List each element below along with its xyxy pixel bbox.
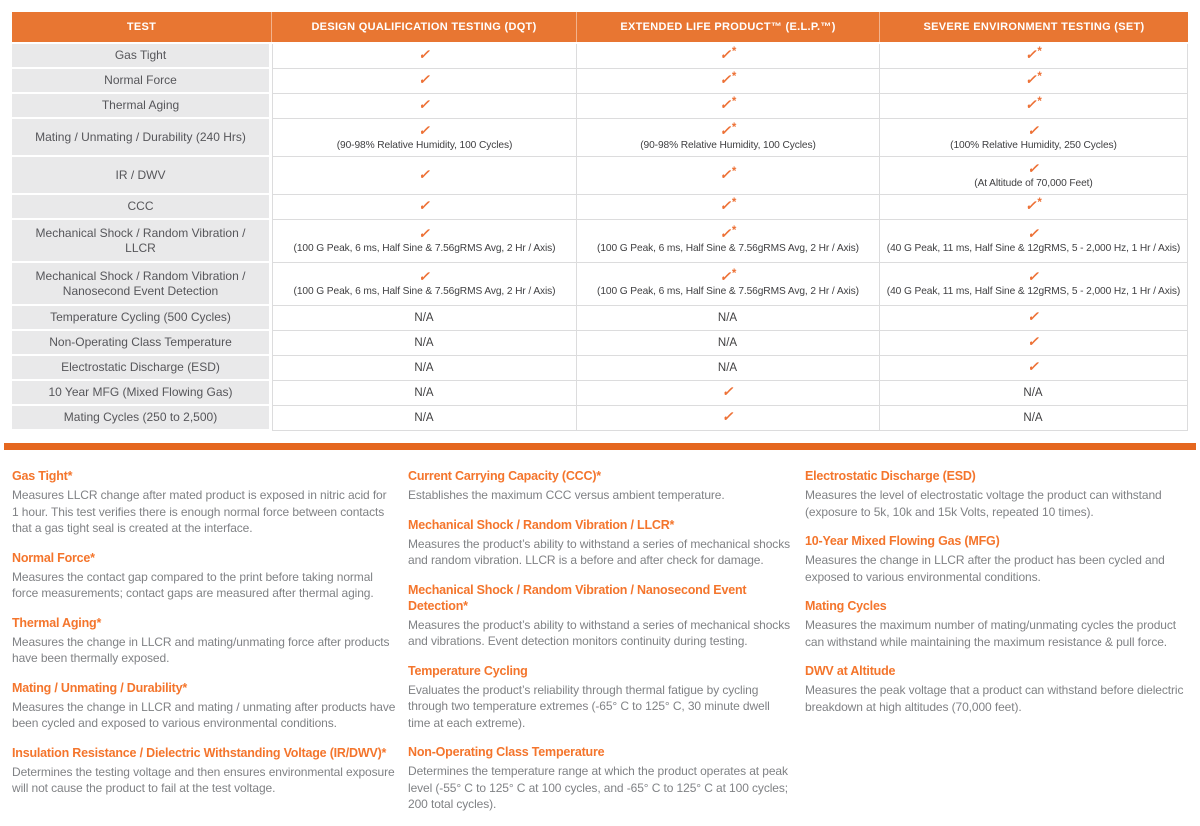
glossary-definition: Determines the temperature range at which the product operates at peak level (-55° C to 125° C at 100 cycles, and -65° C to 125° C at 100 cycles; 200 total cycles). <box>408 764 788 811</box>
table-row <box>12 331 1188 356</box>
table-row <box>12 119 1188 157</box>
test-name: Temperature Cycling (500 Cycles) <box>12 306 272 331</box>
dqt-cell <box>272 94 577 119</box>
check-icon: ✓ <box>418 97 430 112</box>
set-cell <box>880 157 1188 195</box>
set-cell <box>880 69 1188 94</box>
table-row <box>12 263 1188 306</box>
check-icon: ✓ <box>719 97 731 112</box>
glossary-definition: Measures LLCR change after mated product is exposed in nitric acid for 1 hour. This test verifies there is enough normal force between contacts that a gas tight seal is created at the interface. <box>12 488 387 535</box>
column-header-dqt: DESIGN QUALIFICATION TESTING (DQT) <box>272 12 577 42</box>
glossary-term: Current Carrying Capacity (CCC)* <box>408 469 601 483</box>
cell-note: (100% Relative Humidity, 250 Cycles) <box>950 139 1117 151</box>
set-cell <box>880 331 1188 356</box>
test-name: Thermal Aging <box>12 94 272 119</box>
column-header-set: SEVERE ENVIRONMENT TESTING (SET) <box>923 21 1145 33</box>
dqt-cell <box>272 263 577 306</box>
glossary-definition: Measures the maximum number of mating/unmating cycles the product can withstand while maintaining the maximum resistance & pull force. <box>805 618 1177 649</box>
set-cell <box>880 356 1188 381</box>
elp-cell <box>577 195 880 220</box>
elp-cell <box>577 356 880 381</box>
glossary-entry <box>805 468 1188 520</box>
glossary-term: Mating / Unmating / Durability* <box>12 680 188 695</box>
check-icon: ✓ <box>418 226 430 241</box>
asterisk: * <box>731 197 737 209</box>
dqt-cell <box>272 381 577 406</box>
dqt-cell <box>272 406 577 431</box>
check-icon: ✓ <box>719 198 731 213</box>
glossary-definition: Measures the change in LLCR and mating / unmating after products have been cycled and exposed to various environmental conditions. <box>12 699 396 730</box>
elp-cell <box>577 119 880 157</box>
check-icon: ✓ <box>721 384 734 399</box>
glossary-definition: Evaluates the product’s reliability through thermal fatigue by cycling through two temperature extremes (-65° C to 125° C, 30 minute dwell time at each extreme). <box>408 682 770 730</box>
asterisk: * <box>1037 46 1042 58</box>
check-icon: ✓ <box>418 269 430 284</box>
glossary-definition: Measures the product’s ability to withstand a series of mechanical shocks and random vibration. LLCR is a before and after check for damage. <box>408 536 791 567</box>
test-name: Mating / Unmating / Durability (240 Hrs) <box>12 119 272 157</box>
set-cell <box>880 406 1188 431</box>
check-icon: ✓ <box>1025 198 1037 213</box>
cell-note: (90-98% Relative Humidity, 100 Cycles) <box>336 139 513 151</box>
asterisk: * <box>1037 96 1042 108</box>
set-cell <box>880 306 1188 331</box>
test-name: Mating Cycles (250 to 2,500) <box>12 406 272 431</box>
asterisk: * <box>731 121 737 134</box>
elp-cell <box>577 381 880 406</box>
asterisk: * <box>731 96 737 108</box>
check-icon: ✓ <box>719 72 731 87</box>
check-icon: ✓ <box>719 269 731 284</box>
cell-note: (40 G Peak, 11 ms, Half Sine & 12gRMS, 5 - 2,000 Hz, 1 Hr / Axis) <box>886 286 1181 297</box>
table-row <box>12 406 1188 431</box>
check-icon: N/A <box>414 362 434 374</box>
check-icon: ✓ <box>1027 334 1039 349</box>
test-name: Gas Tight <box>12 44 272 69</box>
glossary-entry <box>408 744 793 813</box>
test-name: Normal Force <box>12 69 272 94</box>
glossary-term: Mating Cycles <box>805 599 887 613</box>
glossary-section <box>12 468 1188 826</box>
check-icon: ✓ <box>418 72 430 87</box>
glossary-definition: Measures the product’s ability to withstand a series of mechanical shocks and vibrations. Event detection monitors continuity during testing. <box>408 617 791 648</box>
glossary-term: Normal Force* <box>12 550 95 565</box>
test-name: IR / DWV <box>12 157 272 195</box>
asterisk: * <box>731 71 737 83</box>
glossary-term: 10-Year Mixed Flowing Gas (MFG) <box>805 534 1000 548</box>
elp-cell <box>577 44 880 69</box>
table-row <box>12 306 1188 331</box>
test-name: Mechanical Shock / Random Vibration / Nanosecond Event Detection <box>12 263 272 306</box>
dqt-cell <box>272 195 577 220</box>
cell-note: (100 G Peak, 6 ms, Half Sine & 7.56gRMS Avg, 2 Hr / Axis) <box>293 286 556 297</box>
check-icon: ✓ <box>1027 160 1039 176</box>
set-cell <box>880 44 1188 69</box>
check-icon: ✓ <box>1025 97 1037 112</box>
check-icon: ✓ <box>418 122 430 138</box>
elp-cell <box>577 263 880 306</box>
elp-cell <box>577 220 880 263</box>
cell-note: (100 G Peak, 6 ms, Half Sine & 7.56gRMS Avg, 2 Hr / Axis) <box>597 286 859 297</box>
glossary-term: Non-Operating Class Temperature <box>408 745 605 759</box>
glossary-entry <box>408 517 793 569</box>
glossary-term: Electrostatic Discharge (ESD) <box>805 469 976 483</box>
set-cell <box>880 119 1188 157</box>
glossary-term: Gas Tight* <box>12 469 73 483</box>
elp-cell <box>577 157 880 195</box>
table-row <box>12 157 1188 195</box>
table-row <box>12 94 1188 119</box>
dqt-cell <box>272 331 577 356</box>
column-header-test: TEST <box>12 12 272 42</box>
dqt-cell <box>272 44 577 69</box>
check-icon: ✓ <box>418 166 430 182</box>
check-icon: N/A <box>717 312 738 324</box>
test-name: Electrostatic Discharge (ESD) <box>12 356 272 381</box>
asterisk: * <box>1037 71 1042 83</box>
test-name: Non-Operating Class Temperature <box>12 331 272 356</box>
table-row <box>12 381 1188 406</box>
glossary-definition: Measures the change in LLCR and mating/unmating force after products have been thermally exposed. <box>12 634 390 665</box>
check-icon: N/A <box>414 337 434 349</box>
orange-divider <box>4 443 1196 450</box>
dqt-cell <box>272 356 577 381</box>
table-row <box>12 195 1188 220</box>
check-icon: ✓ <box>418 47 430 62</box>
glossary-entry <box>805 533 1188 585</box>
check-icon: N/A <box>414 412 434 424</box>
check-icon: ✓ <box>1025 47 1037 62</box>
glossary-entry <box>12 680 396 732</box>
dqt-cell <box>272 220 577 263</box>
dqt-cell <box>272 69 577 94</box>
check-icon: ✓ <box>719 122 731 138</box>
glossary-entry <box>12 615 396 667</box>
check-icon: ✓ <box>719 47 731 62</box>
glossary-entry <box>12 550 396 602</box>
glossary-definition: Establishes the maximum CCC versus ambient temperature. <box>408 488 725 502</box>
elp-cell <box>577 69 880 94</box>
glossary-definition: Measures the level of electrostatic voltage the product can withstand (exposure to 5k, 10k and 15k Volts, repeated 10 times). <box>805 488 1162 519</box>
glossary-entry <box>408 582 793 650</box>
check-icon: ✓ <box>1025 72 1037 87</box>
check-icon: ✓ <box>1027 122 1039 138</box>
table-row <box>12 220 1188 263</box>
glossary-term: Insulation Resistance / Dielectric Withstanding Voltage (IR/DWV)* <box>12 745 387 760</box>
check-icon: N/A <box>717 337 738 349</box>
check-icon: ✓ <box>1027 359 1039 374</box>
set-cell <box>880 381 1188 406</box>
check-icon: ✓ <box>1027 269 1039 284</box>
glossary-term: DWV at Altitude <box>805 664 896 678</box>
elp-cell <box>577 331 880 356</box>
check-icon: ✓ <box>418 198 430 213</box>
glossary-definition: Measures the contact gap compared to the print before taking normal force measurements; contact gaps are measured after thermal aging. <box>12 569 374 600</box>
test-name: 10 Year MFG (Mixed Flowing Gas) <box>12 381 272 406</box>
glossary-entry <box>408 468 793 504</box>
check-icon: ✓ <box>721 409 734 424</box>
set-cell <box>880 94 1188 119</box>
elp-cell <box>577 406 880 431</box>
cell-note: (90-98% Relative Humidity, 100 Cycles) <box>640 139 816 151</box>
table-row <box>12 69 1188 94</box>
dqt-cell <box>272 306 577 331</box>
table-header-row <box>12 12 1188 42</box>
glossary-entry <box>805 598 1188 650</box>
glossary-definition: Measures the peak voltage that a product can withstand before dielectric breakdown at high altitudes (70,000 feet). <box>805 683 1184 714</box>
glossary-entry <box>12 468 396 537</box>
glossary-entry <box>408 663 793 732</box>
check-icon: ✓ <box>1027 226 1039 241</box>
asterisk: * <box>731 165 737 178</box>
glossary-term: Mechanical Shock / Random Vibration / LLCR* <box>408 517 675 532</box>
glossary-definition: Determines the testing voltage and then ensures environmental exposure will not cause the product to fail at the test voltage. <box>12 764 395 795</box>
glossary-column-3 <box>805 468 1188 826</box>
check-icon: ✓ <box>719 226 731 241</box>
asterisk: * <box>1037 197 1042 209</box>
glossary-entry <box>805 663 1188 715</box>
column-header-elp: EXTENDED LIFE PRODUCT™ (E.L.P.™) <box>577 12 880 42</box>
cell-note: (100 G Peak, 6 ms, Half Sine & 7.56gRMS Avg, 2 Hr / Axis) <box>597 243 859 254</box>
set-cell <box>880 263 1188 306</box>
test-name: Mechanical Shock / Random Vibration / LLCR <box>12 220 272 263</box>
asterisk: * <box>731 268 737 280</box>
table-row <box>12 44 1188 69</box>
table-row <box>12 356 1188 381</box>
cell-note: (100 G Peak, 6 ms, Half Sine & 7.56gRMS Avg, 2 Hr / Axis) <box>293 243 556 254</box>
elp-cell <box>577 94 880 119</box>
glossary-entry <box>12 745 396 797</box>
test-comparison-table <box>12 12 1188 431</box>
set-cell <box>880 220 1188 263</box>
dqt-cell <box>272 157 577 195</box>
test-name: CCC <box>12 195 272 220</box>
dqt-cell <box>272 119 577 157</box>
check-icon: ✓ <box>1027 309 1039 324</box>
glossary-definition: Measures the change in LLCR after the product has been cycled and exposed to various environmental conditions. <box>805 553 1165 584</box>
glossary-term: Mechanical Shock / Random Vibration / Nanosecond Event Detection* <box>408 582 747 613</box>
glossary-column-1 <box>12 468 396 826</box>
cell-note: (40 G Peak, 11 ms, Half Sine & 12gRMS, 5 - 2,000 Hz, 1 Hr / Axis) <box>886 243 1181 254</box>
set-cell <box>880 195 1188 220</box>
asterisk: * <box>731 46 737 58</box>
check-icon: N/A <box>1023 412 1043 424</box>
table-body <box>12 44 1188 431</box>
asterisk: * <box>731 225 737 237</box>
check-icon: ✓ <box>719 166 731 182</box>
glossary-term: Temperature Cycling <box>408 663 528 678</box>
check-icon: N/A <box>414 387 434 399</box>
check-icon: N/A <box>414 312 434 324</box>
glossary-term: Thermal Aging* <box>12 615 102 630</box>
check-icon: N/A <box>1023 387 1043 399</box>
cell-note: (At Altitude of 70,000 Feet) <box>974 177 1093 189</box>
check-icon: N/A <box>717 362 738 374</box>
glossary-column-2 <box>408 468 793 826</box>
elp-cell <box>577 306 880 331</box>
